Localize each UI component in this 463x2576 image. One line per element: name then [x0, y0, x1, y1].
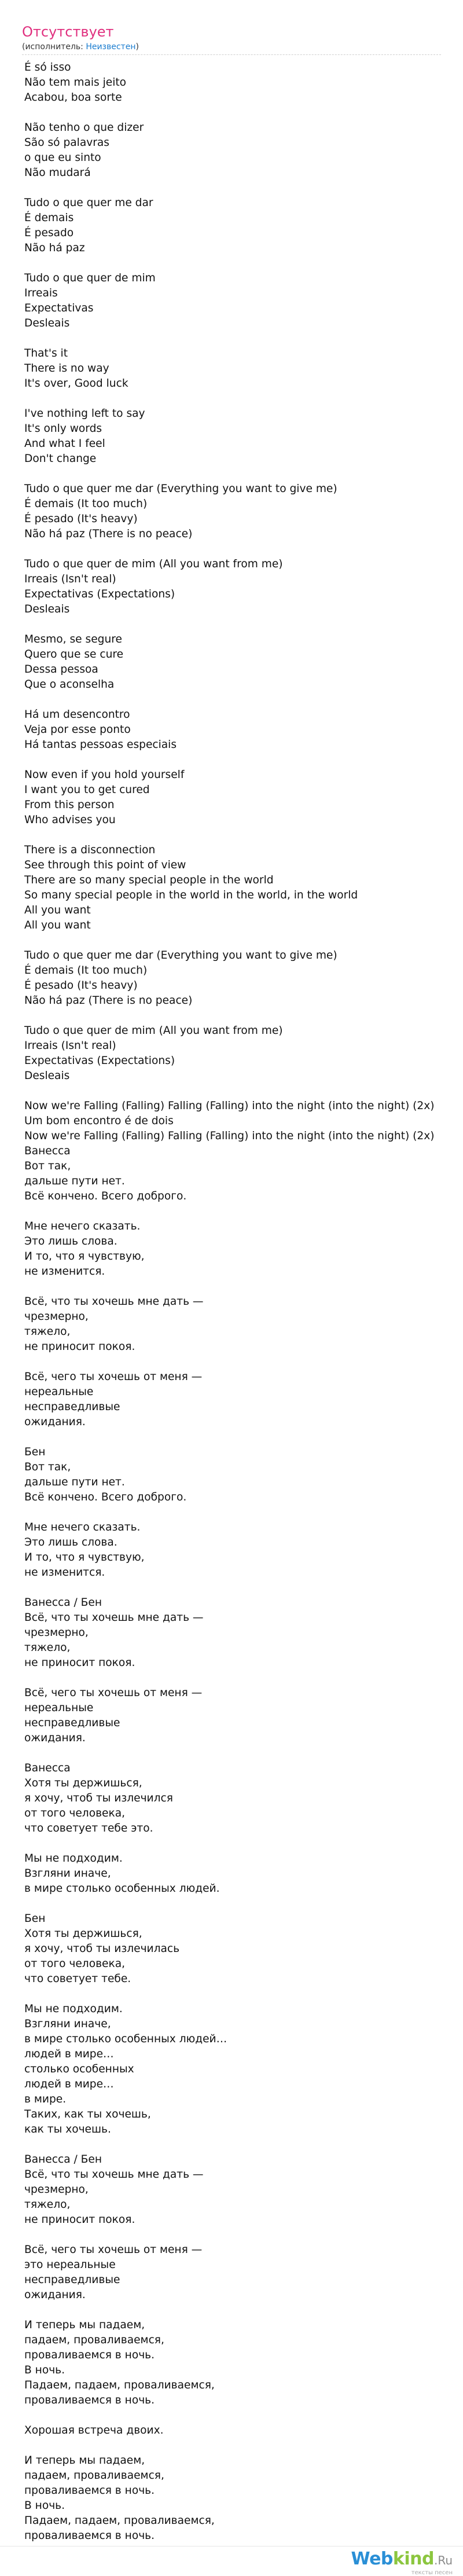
lyrics-stanza: [24, 2453, 441, 2544]
lyric-line: Mesmo, se segure: [24, 633, 122, 645]
lyric-line: Não tenho o que dizer: [24, 122, 144, 134]
lyric-line: Um bom encontro é de dois: [24, 1115, 174, 1127]
lyric-line: ожидания.: [24, 1732, 86, 1744]
lyric-line: Мы не подходим.: [24, 1852, 123, 1865]
lyric-line: So many special people in the world in the world, in the world: [24, 889, 358, 901]
lyrics-stanza: [24, 1099, 441, 1204]
song-header: [22, 23, 441, 52]
lyric-line: в мире столько особенных людей.: [24, 1883, 220, 1895]
lyric-line: несправедливые: [24, 1717, 120, 1729]
lyric-line: как ты хочешь.: [24, 2123, 111, 2135]
lyric-line: Não há paz (There is no peace): [24, 528, 193, 540]
lyrics-stanza: [24, 1911, 441, 1987]
lyric-line: Ванесса: [24, 1145, 71, 1157]
lyrics-stanza: [24, 120, 441, 181]
lyric-line: И то, что я чувствую,: [24, 1551, 145, 1564]
lyric-line: Now we're Falling (Falling) Falling (Falling) into the night (into the night) (2x): [24, 1100, 435, 1112]
lyric-line: чрезмерно,: [24, 1311, 89, 1323]
lyric-line: проваливаемся в ночь.: [24, 2530, 155, 2542]
lyrics-stanza: [24, 1851, 441, 1896]
lyric-line: É pesado (It's heavy): [24, 979, 138, 992]
lyric-line: Всё, что ты хочешь мне дать —: [24, 2168, 204, 2181]
lyric-line: несправедливые: [24, 1401, 120, 1413]
lyric-line: Вот так,: [24, 1461, 71, 1473]
artist-suffix: ): [135, 42, 139, 52]
lyrics-stanza: [24, 768, 441, 828]
lyric-line: от того человека,: [24, 1807, 125, 1819]
lyric-line: Que o aconselha: [24, 678, 115, 691]
lyric-line: Всё кончено. Всего доброго.: [24, 1190, 187, 1202]
lyric-line: All you want: [24, 904, 91, 916]
lyric-line: Всё кончено. Всего доброго.: [24, 1491, 187, 1503]
lyric-line: дальше пути нет.: [24, 1476, 125, 1488]
lyrics-stanza: [24, 1023, 441, 1084]
lyrics-body: [24, 60, 441, 2559]
lyric-line: нереальные: [24, 1702, 94, 1714]
lyric-line: Irreais: [24, 287, 58, 299]
lyric-line: Мы не подходим.: [24, 2003, 123, 2015]
lyric-line: Всё, что ты хочешь мне дать —: [24, 1296, 204, 1308]
lyrics-stanza: [24, 557, 441, 617]
lyric-line: не приносит покоя.: [24, 1341, 135, 1353]
lyric-line: It's only words: [24, 423, 102, 435]
lyrics-stanza: [24, 60, 441, 105]
lyric-line: не приносит покоя.: [24, 1657, 135, 1669]
lyric-line: в мире столько особенных людей…: [24, 2033, 227, 2045]
lyric-line: И теперь мы падаем,: [24, 2319, 145, 2331]
lyrics-stanza: [24, 196, 441, 256]
lyric-line: тяжело,: [24, 2199, 71, 2211]
lyric-line: And what I feel: [24, 438, 105, 450]
lyric-line: Мне нечего сказать.: [24, 1521, 141, 1533]
lyric-line: от того человека,: [24, 1958, 125, 1970]
lyric-line: дальше пути нет.: [24, 1175, 125, 1187]
lyrics-stanza: [24, 406, 441, 467]
logo-tld-text: .Ru: [433, 2553, 453, 2567]
lyric-line: Don't change: [24, 453, 97, 465]
lyric-line: проваливаемся в ночь.: [24, 2394, 155, 2406]
lyric-line: И то, что я чувствую,: [24, 1250, 145, 1263]
lyrics-stanza: [24, 2002, 441, 2137]
lyrics-stanza: [24, 2318, 441, 2408]
lyric-line: There is a disconnection: [24, 844, 156, 856]
lyric-line: я хочу, чтоб ты излечилась: [24, 1943, 180, 1955]
lyric-line: Now we're Falling (Falling) Falling (Falling) into the night (into the night) (2x): [24, 1130, 435, 1142]
lyric-line: It's over, Good luck: [24, 377, 128, 390]
lyric-line: Tudo o que quer de mim (All you want from me): [24, 558, 283, 570]
lyric-line: É demais: [24, 212, 74, 224]
lyrics-stanza: [24, 1445, 441, 1505]
lyric-line: There is no way: [24, 362, 109, 375]
lyric-line: Хотя ты держишься,: [24, 1928, 142, 1940]
header-divider: [22, 54, 441, 55]
lyric-line: Ванесса / Бен: [24, 2153, 102, 2166]
lyric-line: Tudo o que quer me dar (Everything you want to give me): [24, 483, 337, 495]
lyric-line: Who advises you: [24, 814, 116, 826]
lyric-line: Мне нечего сказать.: [24, 1220, 141, 1232]
lyrics-stanza: [24, 2423, 441, 2438]
lyric-line: тяжело,: [24, 1326, 71, 1338]
lyrics-stanza: [24, 1370, 441, 1430]
lyric-line: Não tem mais jeito: [24, 76, 127, 89]
lyrics-stanza: [24, 1761, 441, 1836]
lyric-line: I want you to get cured: [24, 784, 150, 796]
lyric-line: Tudo o que quer de mim (All you want from me): [24, 1025, 283, 1037]
lyric-line: Бен: [24, 1446, 46, 1458]
lyrics-stanza: [24, 271, 441, 331]
lyric-line: Хорошая встреча двоих.: [24, 2424, 164, 2436]
logo-web-text: Web: [351, 2549, 393, 2569]
lyric-line: Tudo o que quer de mim: [24, 272, 156, 284]
lyric-line: Падаем, падаем, проваливаемся,: [24, 2379, 215, 2391]
lyrics-stanza: [24, 1595, 441, 1671]
lyric-line: проваливаемся в ночь.: [24, 2349, 155, 2361]
lyric-line: É demais (It too much): [24, 498, 148, 510]
logo-kind-text: kind: [392, 2549, 434, 2569]
lyric-line: Desleais: [24, 603, 70, 615]
lyric-line: São só palavras: [24, 137, 109, 149]
lyric-line: падаем, проваливаемся,: [24, 2469, 164, 2482]
lyrics-stanza: [24, 948, 441, 1008]
lyric-line: Expectativas (Expectations): [24, 1055, 175, 1067]
footer: [0, 2546, 463, 2574]
lyric-line: людей в мире…: [24, 2048, 114, 2060]
lyric-line: É pesado (It's heavy): [24, 513, 138, 525]
lyric-line: проваливаемся в ночь.: [24, 2485, 155, 2497]
lyric-line: Падаем, падаем, проваливаемся,: [24, 2515, 215, 2527]
lyric-line: There are so many special people in the world: [24, 874, 274, 886]
lyric-line: I've nothing left to say: [24, 408, 145, 420]
lyric-line: That's it: [24, 347, 68, 359]
lyric-line: Всё, что ты хочешь мне дать —: [24, 1612, 204, 1624]
lyric-line: From this person: [24, 799, 115, 811]
lyric-line: Expectativas (Expectations): [24, 588, 175, 600]
lyric-line: Всё, чего ты хочешь от меня —: [24, 1687, 203, 1699]
lyric-line: это нереальные: [24, 2259, 116, 2271]
lyric-line: Вот так,: [24, 1160, 71, 1172]
lyric-line: Таких, как ты хочешь,: [24, 2108, 151, 2120]
lyric-line: не изменится.: [24, 1265, 105, 1278]
lyrics-stanza: [24, 2243, 441, 2303]
lyric-line: нереальные: [24, 1386, 94, 1398]
lyric-line: Veja por esse ponto: [24, 724, 131, 736]
lyrics-stanza: [24, 346, 441, 391]
lyric-line: É pesado: [24, 227, 74, 239]
lyrics-stanza: [24, 1686, 441, 1746]
lyric-line: Desleais: [24, 1070, 70, 1082]
artist-line: [22, 42, 441, 52]
lyric-line: В ночь.: [24, 2500, 65, 2512]
lyric-line: Это лишь слова.: [24, 1235, 117, 1247]
lyric-line: Взгляни иначе,: [24, 2018, 111, 2030]
lyric-line: Всё, чего ты хочешь от меня —: [24, 2244, 203, 2256]
lyric-line: Tudo o que quer me dar (Everything you want to give me): [24, 949, 337, 962]
lyric-line: É só isso: [24, 61, 71, 74]
lyric-line: All you want: [24, 919, 91, 931]
lyric-line: Há um desencontro: [24, 709, 130, 721]
lyric-line: чрезмерно,: [24, 1627, 89, 1639]
lyrics-stanza: [24, 632, 441, 692]
lyric-line: чрезмерно,: [24, 2184, 89, 2196]
lyrics-stanza: [24, 1219, 441, 1279]
lyric-line: Irreais (Isn't real): [24, 1040, 116, 1052]
lyric-line: Não mudará: [24, 167, 91, 179]
lyric-line: столько особенных: [24, 2063, 134, 2075]
lyric-line: Quero que se cure: [24, 648, 124, 660]
lyric-line: Há tantas pessoas especiais: [24, 739, 177, 751]
lyric-line: Ванесса: [24, 1762, 71, 1774]
lyric-line: Não há paz: [24, 242, 85, 254]
lyric-line: людей в мире…: [24, 2078, 114, 2090]
lyric-line: В ночь.: [24, 2364, 65, 2376]
lyrics-stanza: [24, 843, 441, 933]
lyrics-stanza: [24, 1520, 441, 1580]
lyric-line: Não há paz (There is no peace): [24, 995, 193, 1007]
lyric-line: я хочу, чтоб ты излечился: [24, 1792, 173, 1804]
lyric-line: See through this point of view: [24, 859, 186, 871]
lyric-line: Expectativas: [24, 302, 94, 314]
lyric-line: Взгляни иначе,: [24, 1867, 111, 1880]
lyrics-stanza: [24, 482, 441, 542]
lyric-line: что советует тебе это.: [24, 1822, 153, 1834]
artist-prefix: (исполнитель:: [22, 42, 86, 52]
lyric-line: Всё, чего ты хочешь от меня —: [24, 1371, 203, 1383]
lyric-line: o que eu sinto: [24, 152, 101, 164]
lyric-line: не изменится.: [24, 1566, 105, 1579]
lyrics-stanza: [24, 2152, 441, 2228]
song-title: Отсутствует: [22, 24, 114, 40]
webkind-logo[interactable]: [351, 2550, 453, 2576]
lyrics-stanza: [24, 707, 441, 753]
lyric-line: Acabou, boa sorte: [24, 91, 122, 104]
lyric-line: что советует тебе.: [24, 1973, 131, 1985]
lyric-line: Irreais (Isn't real): [24, 573, 116, 585]
lyric-line: Dessa pessoa: [24, 663, 98, 676]
lyric-line: ожидания.: [24, 2289, 86, 2301]
lyric-line: тяжело,: [24, 1642, 71, 1654]
lyric-line: Это лишь слова.: [24, 1536, 117, 1548]
lyrics-stanza: [24, 1294, 441, 1355]
lyric-line: несправедливые: [24, 2274, 120, 2286]
lyric-line: Бен: [24, 1913, 46, 1925]
lyric-line: не приносит покоя.: [24, 2214, 135, 2226]
lyric-line: И теперь мы падаем,: [24, 2454, 145, 2467]
lyric-line: в мире.: [24, 2093, 67, 2105]
logo-tagline: тексты песен: [411, 2570, 453, 2576]
lyric-line: É demais (It too much): [24, 964, 148, 977]
lyric-line: ожидания.: [24, 1416, 86, 1428]
lyric-line: падаем, проваливаемся,: [24, 2334, 164, 2346]
lyric-line: Desleais: [24, 317, 70, 329]
lyric-line: Хотя ты держишься,: [24, 1777, 142, 1789]
artist-link[interactable]: Неизвестен: [86, 42, 136, 52]
lyric-line: Tudo o que quer me dar: [24, 197, 153, 209]
lyric-line: Ванесса / Бен: [24, 1597, 102, 1609]
lyric-line: Now even if you hold yourself: [24, 769, 185, 781]
